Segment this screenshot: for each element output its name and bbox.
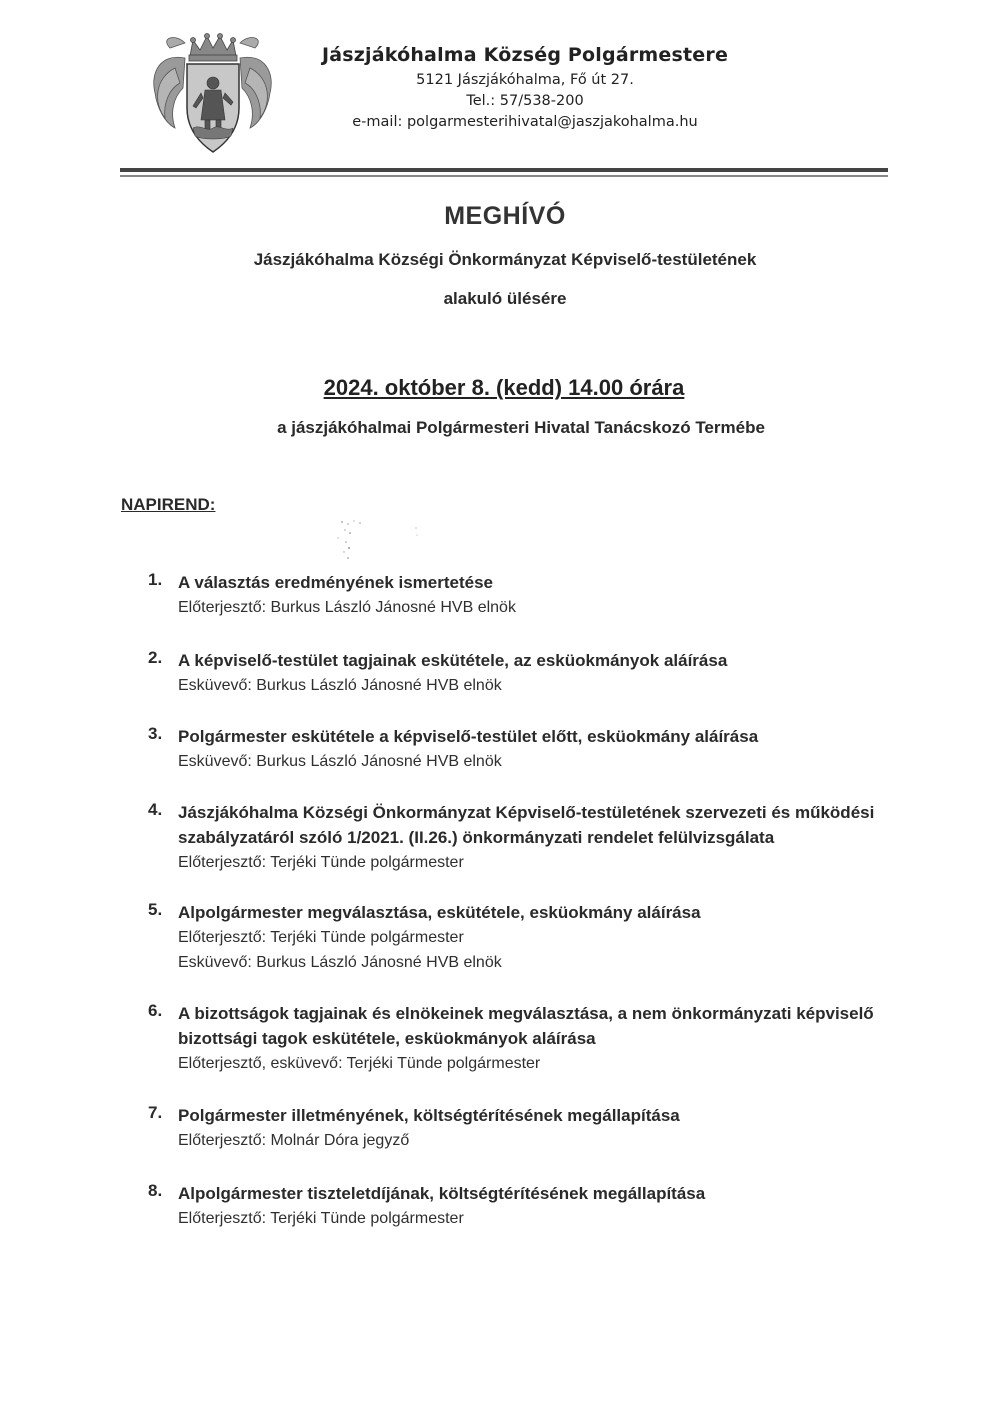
agenda-item-oath-taker: Esküvevő: Burkus László Jánosné HVB elnök xyxy=(178,677,502,694)
agenda-item-number: 1. xyxy=(148,570,163,589)
scan-speckle xyxy=(330,518,430,568)
agenda-item-title: Alpolgármester tiszteletdíjának, költségtérítésének megállapítása xyxy=(178,1184,706,1203)
agenda-item-title: A választás eredményének ismertetése xyxy=(178,573,493,592)
agenda-item-number: 6. xyxy=(148,1001,163,1020)
header-divider-thin xyxy=(120,175,888,177)
agenda-item-title: Polgármester illetményének, költségtérítésének megállapítása xyxy=(178,1106,680,1125)
agenda-item-number: 5. xyxy=(148,900,163,919)
agenda-item-title-cont: bizottsági tagok eskütétele, esküokmányok aláírása xyxy=(178,1029,596,1048)
agenda-item-title-cont: szabályzatáról szóló 1/2021. (II.26.) önkormányzati rendelet felülvizsgálata xyxy=(178,828,775,847)
agenda-item-presenter: Előterjesztő: Terjéki Tünde polgármester xyxy=(178,929,464,946)
agenda-item-title: A bizottságok tagjainak és elnökeinek megválasztása, a nem önkormányzati képviselő xyxy=(178,1004,874,1023)
document-title: MEGHÍVÓ xyxy=(444,202,566,230)
agenda-item-number: 2. xyxy=(148,648,163,667)
agenda-item-presenter: Előterjesztő: Terjéki Tünde polgármester xyxy=(178,1210,464,1227)
agenda-item-presenter: Előterjesztő, esküvevő: Terjéki Tünde polgármester xyxy=(178,1055,541,1072)
agenda-item-number: 7. xyxy=(148,1103,163,1122)
agenda-item-presenter: Előterjesztő: Burkus László Jánosné HVB elnök xyxy=(178,599,516,616)
subtitle-line-1: Jászjákóhalma Községi Önkormányzat Képviselő-testületének xyxy=(253,250,757,269)
agenda-item-oath-taker: Esküvevő: Burkus László Jánosné HVB elnök xyxy=(178,753,502,770)
org-name: Jászjákóhalma Község Polgármestere xyxy=(321,44,729,66)
agenda-heading: NAPIREND: xyxy=(121,495,216,514)
header-divider-thick xyxy=(120,168,888,172)
org-address: 5121 Jászjákóhalma, Fő út 27. xyxy=(416,72,634,88)
agenda-item-title: A képviselő-testület tagjainak eskütétele, az esküokmányok aláírása xyxy=(178,651,728,670)
subtitle-line-2: alakuló ülésére xyxy=(443,289,567,308)
agenda-item-presenter: Előterjesztő: Terjéki Tünde polgármester xyxy=(178,854,464,871)
agenda-item-number: 8. xyxy=(148,1181,163,1200)
agenda-item-title: Jászjákóhalma Községi Önkormányzat Képviselő-testületének szervezeti és működési xyxy=(178,803,875,822)
agenda-item-title: Polgármester eskütétele a képviselő-testület előtt, esküokmány aláírása xyxy=(178,727,759,746)
agenda-item-number: 3. xyxy=(148,724,163,743)
agenda-item-oath-taker: Esküvevő: Burkus László Jánosné HVB elnök xyxy=(178,954,502,971)
org-phone: Tel.: 57/538-200 xyxy=(466,93,584,109)
meeting-venue: a jászjákóhalmai Polgármesteri Hivatal Tanácskozó Termébe xyxy=(277,418,765,437)
org-email: e-mail: polgarmesterihivatal@jaszjakohalma.hu xyxy=(352,114,698,130)
agenda-item-presenter: Előterjesztő: Molnár Dóra jegyző xyxy=(178,1132,410,1149)
letterhead xyxy=(300,44,750,132)
agenda-item-number: 4. xyxy=(148,800,163,819)
coat-of-arms-icon xyxy=(145,28,280,158)
agenda-item-title: Alpolgármester megválasztása, eskütétele, esküokmány aláírása xyxy=(178,903,701,922)
meeting-datetime: 2024. október 8. (kedd) 14.00 órára xyxy=(323,375,685,400)
